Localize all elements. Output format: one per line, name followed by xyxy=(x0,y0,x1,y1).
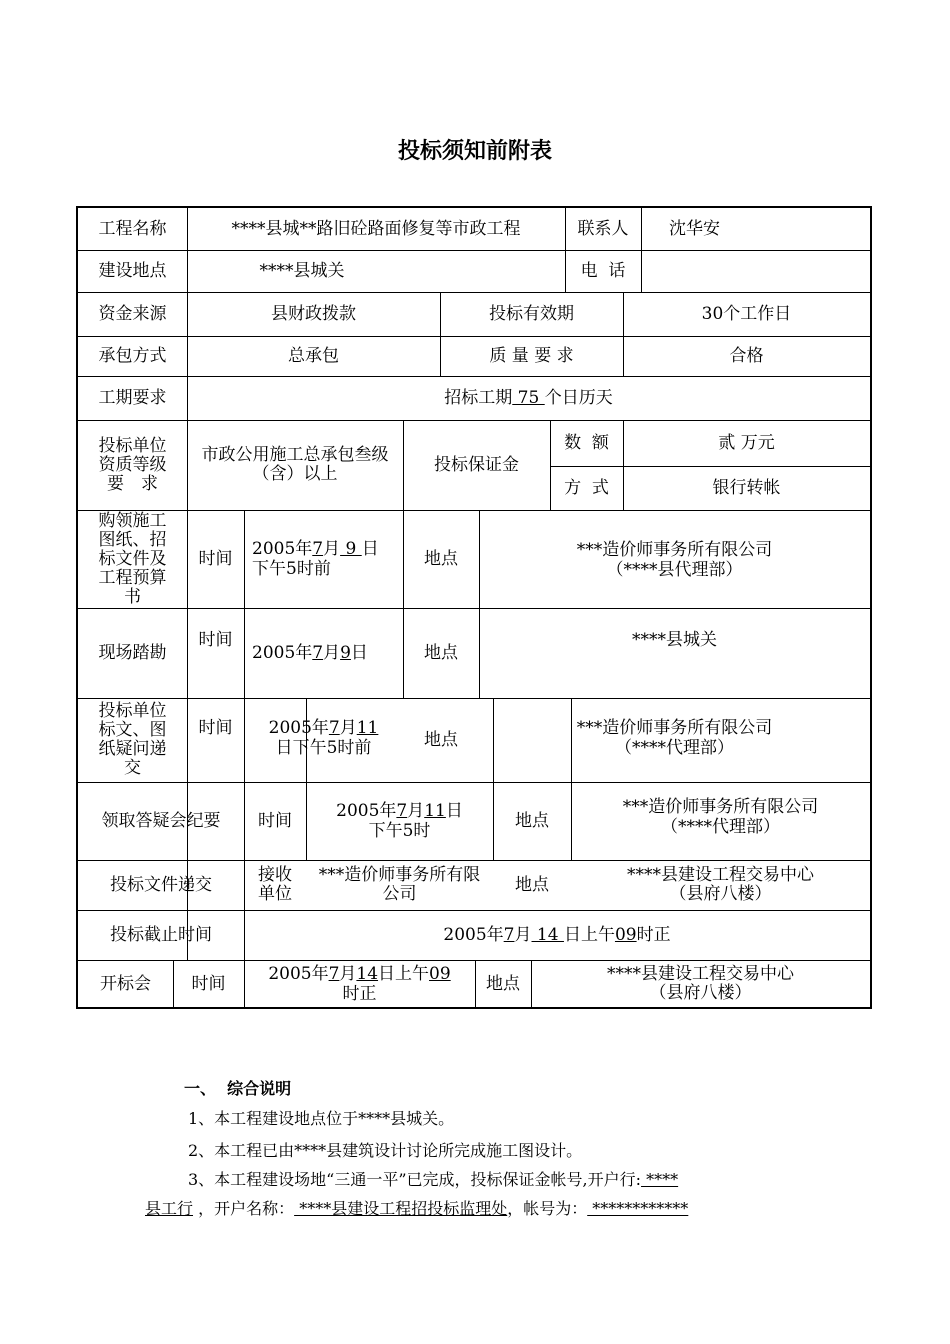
funding-value: 县财政拨款 xyxy=(271,304,356,324)
label-submission: 投标文件递交 xyxy=(110,875,212,895)
label-qa-minutes: 领取答疑会纪要 xyxy=(101,811,221,831)
receiver-value: ***造价师事务所有限公司 xyxy=(318,865,481,904)
label-funding: 资金来源 xyxy=(98,304,167,324)
label-place: 地点 xyxy=(515,811,549,831)
label-project-name: 工程名称 xyxy=(98,219,167,239)
quality-value: 合格 xyxy=(729,346,764,366)
project-name-value: ****县城**路旧砼路面修复等市政工程 xyxy=(231,219,521,239)
questions-place-value: ***造价师事务所有限公司 （****代理部） xyxy=(576,718,773,758)
label-quality: 质 量 要 求 xyxy=(489,346,574,366)
note-3: 3、本工程建设场地“三通一平”已完成，投标保证金帐号,开户行: **** xyxy=(188,1170,679,1189)
schedule-value: 招标工期 75 个日历天 xyxy=(444,388,613,408)
deadline-value: 2005年 7 月 14 日上午 09 时正 xyxy=(443,925,671,945)
bid-notice-table xyxy=(76,206,872,1009)
bond-method-value: 银行转帐 xyxy=(712,478,781,498)
label-bond-amount: 数 额 xyxy=(564,433,609,453)
label-schedule: 工期要求 xyxy=(98,388,167,408)
label-place: 地点 xyxy=(486,973,520,994)
document-title: 投标须知前附表 xyxy=(397,139,552,164)
note-3-continued: 县工行 ，开户名称： ****县建设工程招投标监理处，帐号为： ************ xyxy=(145,1199,689,1218)
note-1: 1、本工程建设地点位于****县城关。 xyxy=(188,1109,455,1128)
bid-opening-time-value: 2005年7月14日上午09 时正 xyxy=(268,963,451,1004)
label-site-visit: 现场踏勘 xyxy=(98,643,167,663)
purchase-place-value: ***造价师事务所有限公司 （****县代理部） xyxy=(576,540,773,580)
qa-minutes-time-value: 2005年7月11日 下午5时 xyxy=(336,801,463,841)
contract-type-value: 总承包 xyxy=(288,346,339,366)
label-validity: 投标有效期 xyxy=(489,304,574,324)
label-place: 地点 xyxy=(424,549,458,569)
bond-amount-value: 贰 万元 xyxy=(718,433,775,453)
site-visit-time-value: 2005年 7 月 9 日 xyxy=(252,643,368,663)
label-place: 地点 xyxy=(424,643,458,663)
label-contract-type: 承包方式 xyxy=(98,346,167,366)
label-deadline: 投标截止时间 xyxy=(110,925,212,945)
label-purchase-docs: 购领施工图纸、招标文件及工程预算书 xyxy=(98,510,167,607)
label-qualification: 投标单位资质等级要 求 xyxy=(98,435,167,494)
label-place: 地点 xyxy=(424,730,458,750)
qualification-value: 市政公用施工总承包叁级（含）以上 xyxy=(201,445,389,484)
site-visit-place-value: ****县城关 xyxy=(632,630,717,650)
label-time: 时间 xyxy=(258,811,292,831)
label-place: 地点 xyxy=(515,875,549,895)
label-time: 时间 xyxy=(198,718,233,738)
label-time: 时间 xyxy=(198,630,233,650)
label-location: 建设地点 xyxy=(98,261,167,281)
questions-time-value: 2005年7月11 日下午5时前 xyxy=(268,718,379,758)
label-bid-opening: 开标会 xyxy=(100,973,151,994)
label-questions: 投标单位标文、图纸疑问递交 xyxy=(98,701,167,778)
label-bond-method: 方 式 xyxy=(564,478,609,498)
purchase-time-value: 2005年7月 9 日 下午5时前 xyxy=(252,539,379,579)
note-2: 2、本工程已由****县建筑设计讨论所完成施工图设计。 xyxy=(188,1141,583,1160)
contact-value: 沈华安 xyxy=(669,219,720,239)
notes-heading: 一、 综合说明 xyxy=(184,1079,292,1098)
label-contact: 联系人 xyxy=(577,219,629,239)
qa-minutes-place-value: ***造价师事务所有限公司 （****代理部） xyxy=(622,797,819,837)
label-time: 时间 xyxy=(191,973,226,994)
submission-place-value: ****县建设工程交易中心 （县府八楼） xyxy=(627,865,814,904)
label-receiver: 接收单位 xyxy=(258,865,292,904)
bid-opening-place-value: ****县建设工程交易中心 （县府八楼） xyxy=(607,963,794,1003)
label-phone: 电 话 xyxy=(580,261,626,281)
validity-value: 30个工作日 xyxy=(701,304,792,324)
label-bid-bond: 投标保证金 xyxy=(434,455,519,475)
location-value: ****县城关 xyxy=(259,261,345,281)
label-time: 时间 xyxy=(198,549,233,569)
